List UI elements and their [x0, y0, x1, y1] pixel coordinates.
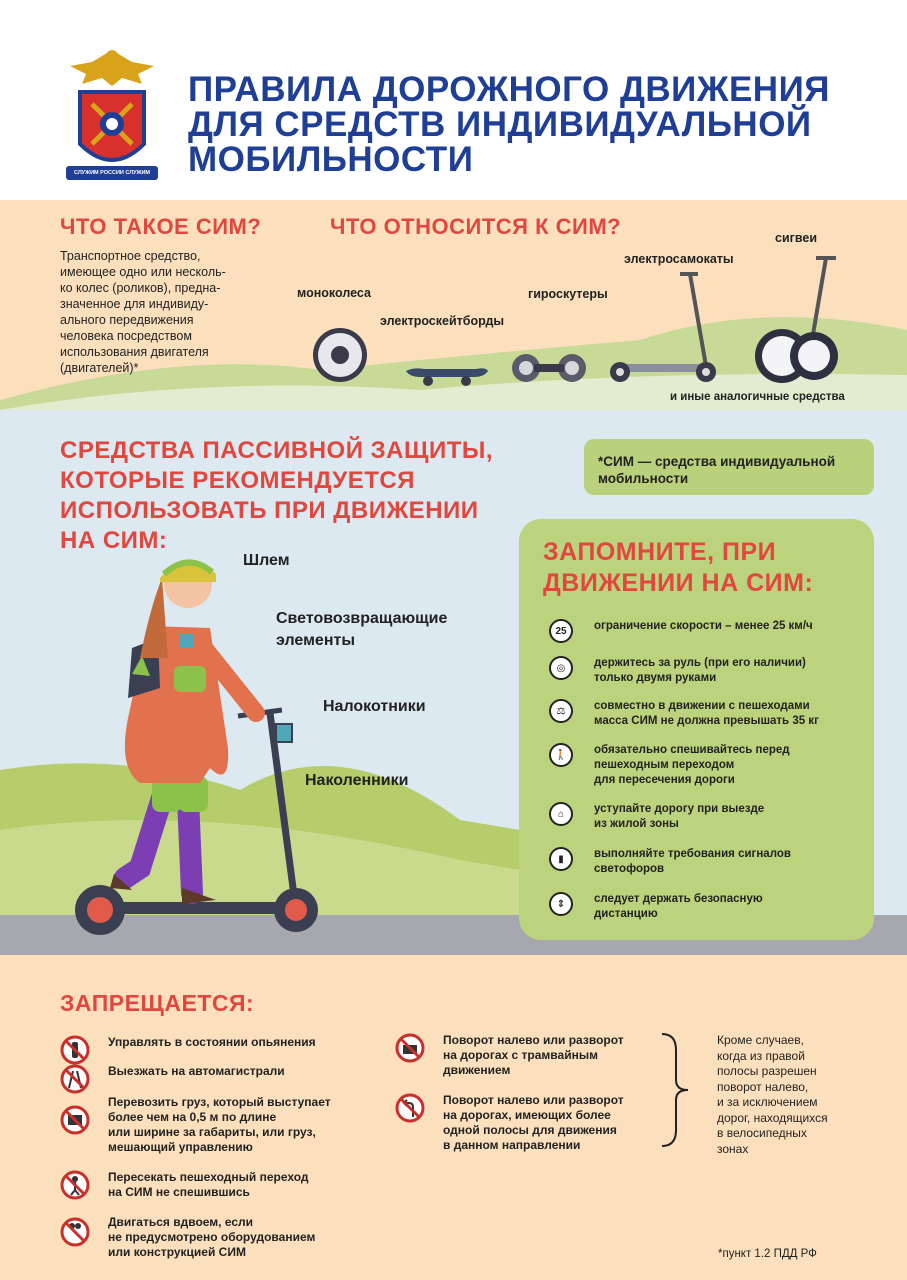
- safe-distance-icon: ⇕: [549, 892, 573, 916]
- no-left-turn-tram-icon: [395, 1033, 425, 1063]
- escooter-icon: [606, 266, 722, 386]
- rule-text-line: ограничение скорости – менее 25 км/ч: [594, 620, 813, 632]
- forbidden-item: [60, 1064, 380, 1094]
- forbidden-text-line: Выезжать на автомагистрали: [108, 1064, 285, 1078]
- what-is-section: [0, 200, 907, 410]
- escooter-label: электросамокаты: [624, 252, 734, 266]
- forbidden-text-line: Пересекать пешеходный переход: [108, 1170, 309, 1184]
- helmet-label: Шлем: [243, 552, 290, 569]
- rule-text-line: совместно в движении с пешеходами: [594, 700, 810, 712]
- forbidden-item: [60, 1095, 380, 1155]
- no-cargo-icon: [60, 1105, 90, 1135]
- reflective-label-line: элементы: [276, 632, 355, 649]
- title-line: МОБИЛЬНОСТИ: [188, 140, 474, 179]
- forbidden-text-line: или ширине за габариты, или груз,: [108, 1125, 316, 1139]
- exception-line: и за исключением: [717, 1095, 818, 1109]
- rule-text: [594, 619, 864, 634]
- exception-line: поворот налево,: [717, 1079, 809, 1094]
- rule-text-line: пешеходным переходом: [594, 759, 735, 771]
- forbidden-text-line: одной полосы для движения: [443, 1123, 617, 1137]
- monowheel-icon: [312, 325, 368, 385]
- rule-text-line: масса СИМ не должна превышать 35 кг: [594, 715, 819, 727]
- exception-line: Кроме случаев,: [717, 1033, 804, 1047]
- rule-text: [594, 743, 864, 788]
- exception-line: в велосипедных: [717, 1126, 807, 1140]
- other-label: и иные аналогичные средства: [670, 391, 845, 403]
- protection-heading-line: СРЕДСТВА ПАССИВНОЙ ЗАЩИТЫ,: [60, 437, 494, 464]
- forbidden-text: [108, 1064, 363, 1079]
- sim-definition: [60, 248, 270, 376]
- definition-line: (двигателей)*: [60, 361, 139, 375]
- remember-panel: [519, 519, 874, 940]
- rule-text-line: уступайте дорогу при выезде: [594, 803, 765, 815]
- definition-line: использования двигателя: [60, 345, 209, 359]
- forbidden-text-line: или конструкцией СИМ: [108, 1245, 246, 1259]
- rule-text: [594, 802, 864, 832]
- forbidden-text-line: Управлять в состоянии опьянения: [108, 1035, 316, 1049]
- definition-line: человека посредством: [60, 329, 192, 343]
- rule-text: [594, 656, 864, 686]
- segway-icon: [752, 252, 842, 386]
- forbidden-item: [60, 1035, 380, 1065]
- protection-heading-line: НА СИМ:: [60, 527, 168, 554]
- forbidden-text-line: Поворот налево или разворот: [443, 1093, 624, 1107]
- definition-line: ального передвижения: [60, 313, 194, 327]
- forbidden-text-line: более чем на 0,5 м по длине: [108, 1110, 277, 1124]
- page-title: [188, 72, 868, 177]
- rule-item: [549, 892, 869, 932]
- footnote: *пункт 1.2 ПДД РФ: [718, 1248, 817, 1260]
- brace-icon: [654, 1030, 694, 1150]
- exception-line: полосы разрешен: [717, 1064, 817, 1078]
- sim-note-text: *СИМ — средства индивидуальной мобильности: [598, 454, 836, 486]
- rule-text-line: выполняйте требования сигналов: [594, 848, 791, 860]
- steering-wheel-icon: ◎: [549, 656, 573, 680]
- remember-heading: [543, 537, 813, 599]
- eboard-label: электроскейтборды: [380, 314, 505, 328]
- protection-heading-line: ИСПОЛЬЗОВАТЬ ПРИ ДВИЖЕНИИ: [60, 497, 479, 524]
- exception-line: дорог, находящихся: [717, 1110, 828, 1125]
- rule-text-line: только двумя руками: [594, 672, 717, 684]
- definition-line: имеющее одно или несколь-: [60, 265, 226, 279]
- forbidden-text-line: Двигаться вдвоем, если: [108, 1215, 254, 1229]
- emblem: [62, 44, 162, 188]
- title-line: ПРАВИЛА ДОРОЖНОГО ДВИЖЕНИЯ: [188, 70, 830, 109]
- no-riding-crosswalk-icon: [60, 1170, 90, 1200]
- definition-line: Транспортное средство,: [60, 249, 201, 263]
- rule-item: [549, 743, 869, 786]
- remember-heading-line: ЗАПОМНИТЕ, ПРИ: [543, 538, 777, 566]
- rule-item: [549, 699, 869, 739]
- elbow-pads-label: Налокотники: [323, 698, 426, 715]
- knee-pads-label: Наколенники: [305, 772, 409, 789]
- no-highway-icon: [60, 1064, 90, 1094]
- forbidden-text-line: движением: [443, 1063, 511, 1077]
- reflective-label: [276, 608, 447, 652]
- rule-text-line: для пересечения дороги: [594, 774, 735, 786]
- forbidden-text-line: на дорогах с трамвайным: [443, 1048, 598, 1062]
- rule-text-line: держитесь за руль (при его наличии): [594, 657, 806, 669]
- rule-text-line: следует держать безопасную: [594, 893, 763, 905]
- rule-text: [594, 699, 864, 729]
- types-heading: ЧТО ОТНОСИТСЯ К СИМ?: [330, 214, 622, 239]
- pedestrian-crossing-icon: 🚶: [549, 743, 573, 767]
- rule-text-line: обязательно спешивайтесь перед: [594, 744, 790, 756]
- forbidden-text-line: Поворот налево или разворот: [443, 1033, 624, 1047]
- rule-text-line: из жилой зоны: [594, 818, 679, 830]
- exception-line: зонах: [717, 1141, 749, 1156]
- speed-limit-icon: 25: [549, 619, 573, 643]
- what-is-heading: ЧТО ТАКОЕ СИМ?: [60, 214, 262, 239]
- monowheel-label: моноколеса: [297, 286, 371, 300]
- forbidden-text-line: на дорогах, имеющих более: [443, 1108, 611, 1122]
- rule-item: [549, 847, 869, 887]
- forbidden-text: [108, 1215, 363, 1260]
- forbidden-item: [60, 1170, 380, 1200]
- forbidden-item: [60, 1215, 380, 1260]
- reflective-label-line: Световозвращающие: [276, 610, 448, 627]
- no-passenger-icon: [60, 1217, 90, 1247]
- hoverboard-icon: [512, 350, 586, 386]
- forbidden-text-line: Перевозить груз, который выступает: [108, 1095, 331, 1109]
- protection-heading: [60, 436, 493, 556]
- definition-line: ко колес (роликов), предна-: [60, 281, 221, 295]
- rule-text: [594, 892, 864, 922]
- exception-text: [717, 1033, 867, 1157]
- forbidden-text: [108, 1170, 363, 1200]
- forbidden-text-line: на СИМ не спешившись: [108, 1185, 250, 1199]
- no-alcohol-icon: [60, 1035, 90, 1065]
- residential-zone-icon: ⌂: [549, 802, 573, 826]
- forbidden-text-line: не предусмотрено оборудованием: [108, 1230, 316, 1244]
- definition-line: значенное для индивиду-: [60, 297, 209, 311]
- hoverboard-label: гироскутеры: [528, 287, 608, 301]
- forbidden-text: [108, 1035, 363, 1050]
- rule-item: [549, 656, 869, 696]
- eboard-icon: [404, 365, 490, 387]
- forbidden-heading: ЗАПРЕЩАЕТСЯ:: [60, 990, 255, 1016]
- protection-heading-line: КОТОРЫЕ РЕКОМЕНДУЕТСЯ: [60, 467, 415, 494]
- traffic-light-icon: ▮: [549, 847, 573, 871]
- rule-text-line: светофоров: [594, 863, 665, 875]
- emblem-ribbon-text: СЛУЖИМ РОССИИ СЛУЖИМ ЗАКОНУ: [73, 170, 151, 188]
- forbidden-text-line: в данном направлении: [443, 1138, 581, 1152]
- rule-text-line: дистанцию: [594, 908, 658, 920]
- sim-note: [584, 439, 874, 495]
- weight-icon: ⚖: [549, 699, 573, 723]
- title-line: ДЛЯ СРЕДСТВ ИНДИВИДУАЛЬНОЙ: [188, 105, 812, 144]
- remember-heading-line: ДВИЖЕНИИ НА СИМ:: [543, 569, 814, 597]
- forbidden-text: [108, 1095, 363, 1155]
- exception-line: когда из правой: [717, 1048, 805, 1063]
- rule-item: [549, 802, 869, 842]
- no-left-turn-icon: [395, 1093, 425, 1123]
- rule-text: [594, 847, 864, 877]
- forbidden-text-line: мешающий управлению: [108, 1140, 253, 1154]
- segway-label: сигвеи: [775, 231, 817, 245]
- rule-item: [549, 619, 869, 659]
- rider-illustration: [70, 548, 340, 940]
